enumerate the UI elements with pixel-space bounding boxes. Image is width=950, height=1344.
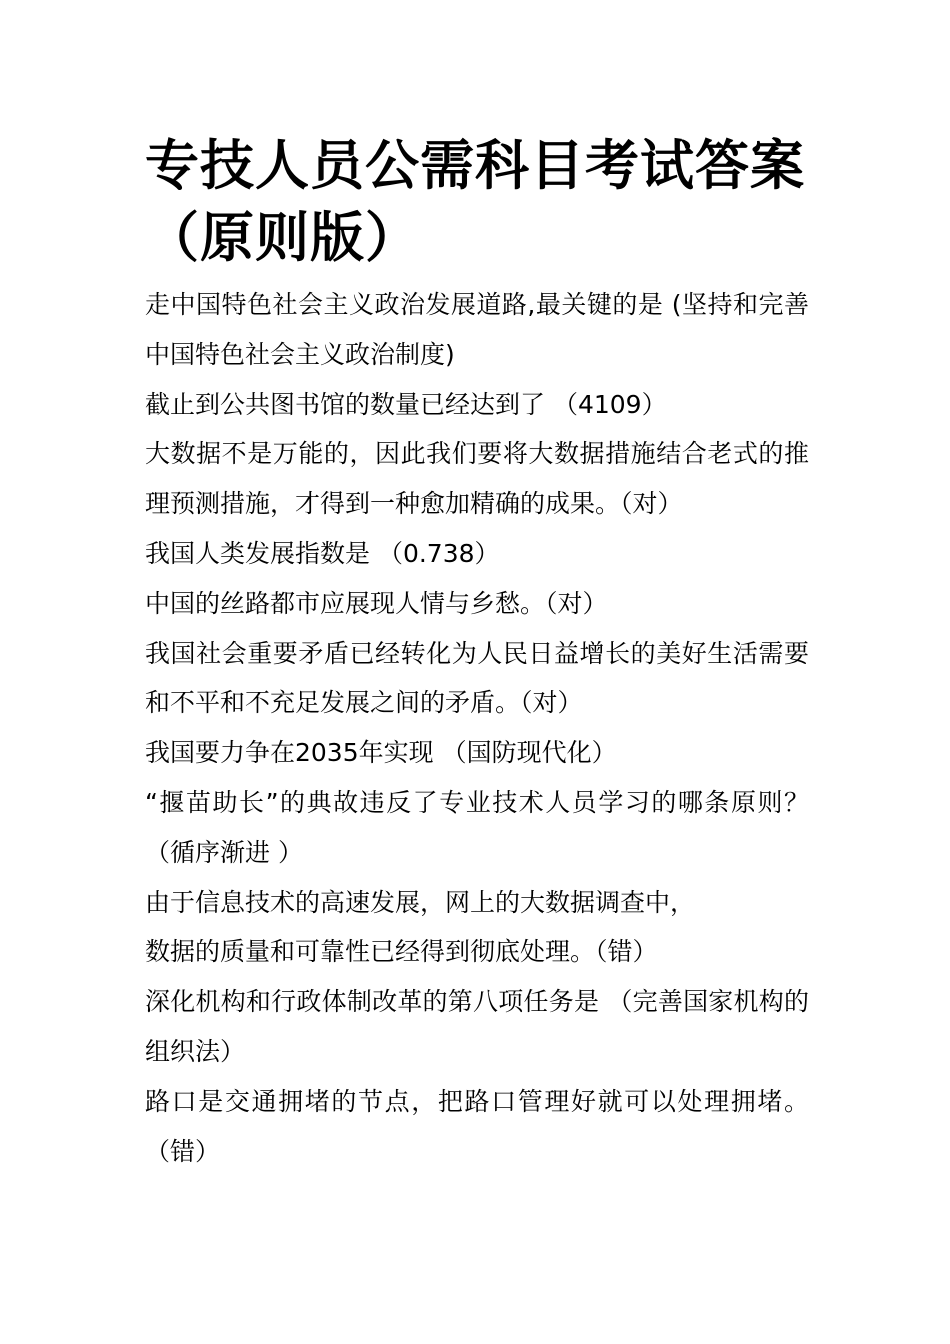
paragraph-3: 大数据不是万能的，因此我们要将大数据措施结合老式的推理预测措施，才得到一种愈加精确的成果。（对） <box>145 439 809 519</box>
paragraph-6: 我国社会重要矛盾已经转化为人民日益增长的美好生活需要和不平和不充足发展之间的矛盾。（对） <box>145 638 809 718</box>
paragraph-8: “揠苗助长”的典故违反了专业技术人员学习的哪条原则？ （循序渐进 ） <box>145 787 809 867</box>
paragraph-4: 我国人类发展指数是 （0.738） <box>145 538 500 568</box>
paragraph-7: 我国要力争在2035年实现 （国防现代化） <box>145 738 617 768</box>
document-title: 专技人员公需科目考试答案（原则版） <box>145 134 805 269</box>
paragraph-11: 深化机构和行政体制改革的第八项任务是 （完善国家机构的组织法） <box>145 987 809 1066</box>
document-body <box>145 130 809 1176</box>
paragraph-5: 中国的丝路都市应展现人情与乡愁。（对） <box>145 588 608 618</box>
paragraph-2: 截止到公共图书馆的数量已经达到了 （4109） <box>145 389 667 419</box>
paragraph-9: 由于信息技术的高速发展，网上的大数据调查中， <box>145 887 696 917</box>
paragraph-12: 路口是交通拥堵的节点，把路口管理好就可以处理拥堵。（错） <box>145 1086 809 1166</box>
paragraph-1: 走中国特色社会主义政治发展道路,最关键的是 (坚持和完善中国特色社会主义政治制度) <box>145 290 809 369</box>
paragraph-10: 数据的质量和可靠性已经得到彻底处理。（错） <box>145 937 658 967</box>
